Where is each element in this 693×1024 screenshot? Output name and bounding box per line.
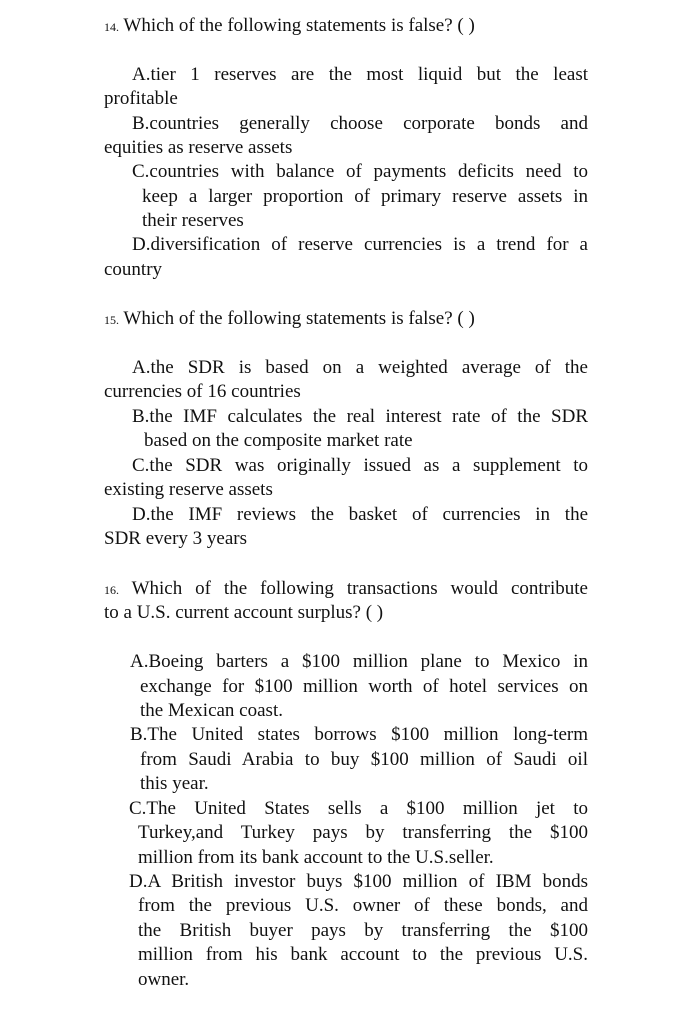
question-number: 16. [104, 583, 119, 597]
option-d-line-2: from the previous U.S. owner of these bonds, and [138, 895, 588, 916]
option-d-line-1: D.the IMF reviews the basket of currencies in the [132, 504, 588, 525]
option-c-line-1: C.The United States sells a $100 million jet to [129, 798, 588, 819]
question-stem [104, 577, 588, 601]
option-b-line-2: from Saudi Arabia to buy $100 million of Saudi oil [140, 749, 588, 770]
option-d-line-2: SDR every 3 years [104, 528, 247, 549]
option-d-line-3: the British buyer pays by transferring the $100 [138, 920, 588, 941]
question-number: 15. [104, 313, 119, 327]
option-d-line-2: country [104, 259, 163, 280]
option-b-line-2: equities as reserve assets [104, 137, 293, 158]
option-d-line-5: owner. [138, 969, 190, 990]
option-a-line-1: A.Boeing barters a $100 million plane to Mexico in [130, 651, 588, 672]
option-b-line-1: B.the IMF calculates the real interest rate of the SDR [132, 406, 588, 427]
option-a-line-1: A.tier 1 reserves are the most liquid but the least [132, 64, 588, 85]
option-a-line-3: the Mexican coast. [140, 700, 283, 721]
option-b-line-2: based on the composite market rate [144, 430, 413, 451]
question-text-line-1: Which of the following transactions would contribute [131, 578, 588, 599]
question-stem [104, 14, 588, 38]
option-b-line-1: B.countries generally choose corporate bonds and [132, 113, 588, 134]
question-number: 14. [104, 20, 119, 34]
option-a-line-2: exchange for $100 million worth of hotel services on [140, 676, 588, 697]
option-c-line-3: their reserves [142, 210, 244, 231]
question-text-line-2: to a U.S. current account surplus? [104, 602, 361, 623]
option-c-line-2: keep a larger proportion of primary reserve assets in [142, 186, 588, 207]
option-d-line-1: D.diversification of reserve currencies is a trend for a [132, 234, 588, 255]
answer-blank: ( ) [457, 15, 475, 36]
option-c-line-1: C.countries with balance of payments deficits need to [132, 161, 588, 182]
answer-blank: ( ) [365, 602, 384, 623]
question-text: Which of the following statements is false? [123, 15, 453, 36]
option-c-line-1: C.the SDR was originally issued as a supplement to [132, 455, 588, 476]
answer-blank: ( ) [457, 308, 475, 329]
option-c-line-3: million from its bank account to the U.S.seller. [138, 847, 494, 868]
option-c-line-2: existing reserve assets [104, 479, 273, 500]
option-a-line-2: profitable [104, 88, 178, 109]
question-text: Which of the following statements is false? [123, 308, 453, 329]
option-a-line-2: currencies of 16 countries [104, 381, 301, 402]
question-stem-line-2 [104, 601, 588, 625]
question-stem [104, 307, 588, 331]
option-b-line-1: B.The United states borrows $100 million long-term [130, 724, 588, 745]
option-d-line-1: D.A British investor buys $100 million of IBM bonds [129, 871, 588, 892]
option-c-line-2: Turkey,and Turkey pays by transferring the $100 [138, 822, 588, 843]
option-d-line-4: million from his bank account to the previous U.S. [138, 944, 588, 965]
option-b-line-3: this year. [140, 773, 209, 794]
option-a-line-1: A.the SDR is based on a weighted average of the [132, 357, 588, 378]
